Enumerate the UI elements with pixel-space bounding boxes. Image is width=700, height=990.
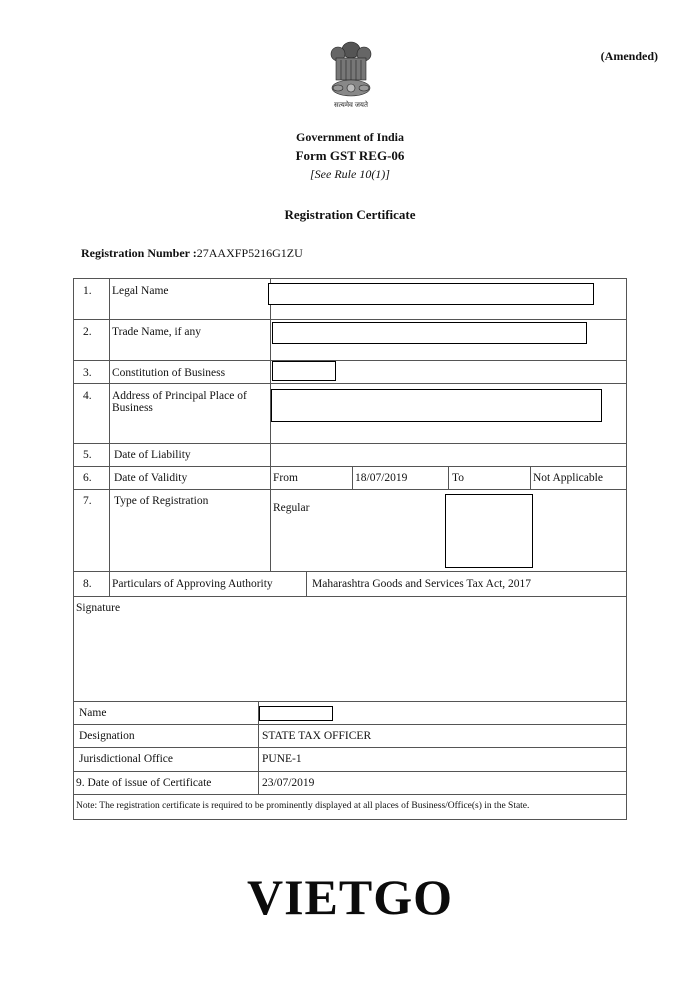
registration-stamp-redacted <box>445 494 533 568</box>
certificate-title: Registration Certificate <box>284 207 416 222</box>
row-divider <box>74 771 627 772</box>
row-number: 3. <box>83 367 92 379</box>
date-of-issue-label: 9. Date of issue of Certificate <box>76 777 212 789</box>
registration-number <box>81 246 303 261</box>
validity-to-value: Not Applicable <box>533 472 603 484</box>
designation-value: STATE TAX OFFICER <box>262 730 372 742</box>
row-divider <box>74 747 627 748</box>
column-divider <box>270 279 271 571</box>
constitution-value-redacted <box>272 361 336 381</box>
row-number: 6. <box>83 472 92 484</box>
government-heading: Government of India <box>296 130 404 144</box>
type-of-registration-value: Regular <box>273 502 310 514</box>
constitution-label: Constitution of Business <box>112 367 226 379</box>
row-number: 1. <box>83 285 92 297</box>
form-title: Form GST REG-06 <box>295 148 405 163</box>
row-divider <box>74 383 627 384</box>
column-divider <box>109 279 110 596</box>
row-divider <box>74 360 627 361</box>
vietgo-watermark: VIETGO <box>246 869 454 925</box>
column-divider <box>352 466 353 489</box>
trade-name-value-redacted <box>272 322 587 344</box>
legal-name-label: Legal Name <box>112 285 169 297</box>
row-number: 2. <box>83 326 92 338</box>
officer-name-value-redacted <box>259 706 333 721</box>
rule-reference: [See Rule 10(1)] <box>310 167 390 181</box>
certificate-table <box>73 278 627 820</box>
column-divider <box>530 466 531 489</box>
row-number: 4. <box>83 390 92 402</box>
date-of-issue-value: 23/07/2019 <box>262 777 315 789</box>
row-divider <box>74 466 627 467</box>
row-divider <box>74 443 627 444</box>
trade-name-label: Trade Name, if any <box>112 326 201 338</box>
approving-authority-value: Maharashtra Goods and Services Tax Act, 2017 <box>312 578 532 590</box>
row-divider <box>74 724 627 725</box>
display-note: Note: The registration certificate is required to be prominently displayed at all places of Business/Office(s) in the State. <box>76 801 530 811</box>
validity-to-label: To <box>452 472 464 484</box>
address-label-line1: Address of Principal Place of <box>112 390 247 402</box>
registration-number-label: Registration Number : <box>81 246 197 260</box>
date-of-validity-label: Date of Validity <box>114 472 188 484</box>
designation-label: Designation <box>79 730 135 742</box>
legal-name-value-redacted <box>268 283 594 305</box>
officer-name-label: Name <box>79 707 107 719</box>
address-value-redacted <box>271 389 602 422</box>
signature-label: Signature <box>76 602 121 614</box>
date-of-liability-label: Date of Liability <box>114 449 191 461</box>
validity-from-label: From <box>273 472 298 484</box>
amended-label: (Amended) <box>600 49 658 63</box>
column-divider <box>306 571 307 596</box>
jurisdictional-office-label: Jurisdictional Office <box>79 753 173 765</box>
row-divider <box>74 794 627 795</box>
row-number: 8. <box>83 578 92 590</box>
row-divider <box>74 701 627 702</box>
row-divider <box>74 319 627 320</box>
emblem-motto: सत्यमेव जयते <box>334 101 368 109</box>
registration-number-value: 27AAXFP5216G1ZU <box>196 246 303 260</box>
row-divider <box>74 571 627 572</box>
row-number: 5. <box>83 449 92 461</box>
row-number: 7. <box>83 495 92 507</box>
approving-authority-label: Particulars of Approving Authority <box>112 578 273 590</box>
validity-from-value: 18/07/2019 <box>355 472 408 484</box>
address-label-line2: Business <box>112 402 153 414</box>
row-divider <box>74 596 627 597</box>
type-of-registration-label: Type of Registration <box>114 495 209 507</box>
column-divider <box>448 466 449 489</box>
jurisdictional-office-value: PUNE-1 <box>262 753 302 765</box>
row-divider <box>74 489 627 490</box>
